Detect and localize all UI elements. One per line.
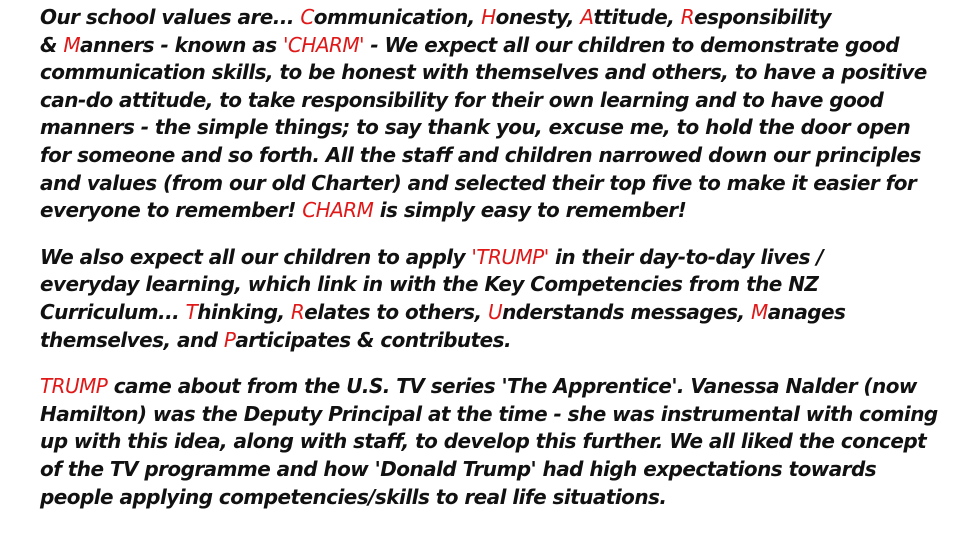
text-line: up with this idea, along with staff, to develop this further. We all liked the concept — [40, 429, 927, 454]
text-line — [40, 373, 965, 401]
text-run: in their day-to-day lives / — [548, 244, 824, 269]
highlighted-text: R — [680, 5, 695, 29]
text-run: esponsibility — [694, 5, 831, 29]
text-run: Our school values are... — [40, 5, 301, 29]
highlighted-text: R — [290, 299, 305, 324]
text-run: anners - known as — [80, 32, 283, 57]
text-line: people applying competencies/skills to real life situations. — [40, 484, 667, 509]
text-run: anages — [767, 299, 846, 324]
highlighted-text: U — [488, 299, 503, 324]
text-line: of the TV programme and how 'Donald Trump' had high expectations towards — [40, 456, 877, 481]
text-run: came about from the U.S. TV series 'The Apprentice'. Vanessa Nalder (now — [107, 374, 917, 399]
text-line: everyday learning, which link in with the Key Competencies from the NZ — [40, 272, 819, 297]
highlighted-text: T — [185, 299, 198, 324]
text-run: hinking, — [197, 299, 291, 324]
text-line — [40, 4, 965, 32]
text-line — [40, 32, 965, 60]
text-run: themselves, and — [40, 327, 224, 352]
text-line: Hamilton) was the Deputy Principal at the time - she was instrumental with coming — [40, 401, 938, 426]
text-run: elates to others, — [304, 299, 488, 324]
highlighted-text: C — [300, 5, 314, 29]
highlighted-text: M — [63, 32, 81, 57]
text-line — [40, 197, 965, 225]
text-line — [40, 327, 965, 355]
values-document — [40, 4, 965, 530]
text-run: & — [40, 32, 64, 57]
trump-paragraph — [40, 244, 965, 354]
highlighted-text: M — [750, 299, 768, 324]
text-line: communication skills, to be honest with themselves and others, to have a positive — [40, 60, 927, 85]
text-run: is simply easy to remember! — [373, 198, 687, 223]
text-run: everyone to remember! — [40, 198, 303, 223]
text-run: onesty, — [495, 5, 581, 29]
highlighted-text: TRUMP — [40, 374, 108, 399]
text-line: manners - the simple things; to say thank you, excuse me, to hold the door open — [40, 115, 911, 140]
text-run: articipates & contributes. — [235, 327, 512, 352]
text-line: for someone and so forth. All the staff and children narrowed down our principles — [40, 142, 921, 167]
highlighted-text: H — [481, 5, 496, 29]
text-run: We also expect all our children to apply — [40, 244, 472, 269]
text-line: can-do attitude, to take responsibility for their own learning and to have good — [40, 87, 884, 112]
text-run: - We expect all our children to demonstrate good — [363, 32, 899, 57]
highlighted-text: CHARM — [302, 198, 374, 223]
trump-origin-paragraph — [40, 373, 965, 511]
highlighted-text: 'CHARM' — [282, 32, 364, 57]
text-run: ttitude, — [593, 5, 681, 29]
text-run: Curriculum... — [40, 299, 186, 324]
highlighted-text: 'TRUMP' — [471, 244, 549, 269]
text-run: ommunication, — [313, 5, 482, 29]
text-line: and values (from our old Charter) and selected their top five to make it easier for — [40, 170, 917, 195]
text-line — [40, 244, 965, 272]
charm-paragraph — [40, 4, 965, 225]
text-run: nderstands messages, — [502, 299, 751, 324]
highlighted-text: P — [223, 327, 236, 352]
highlighted-text: A — [580, 5, 594, 29]
text-line — [40, 299, 965, 327]
